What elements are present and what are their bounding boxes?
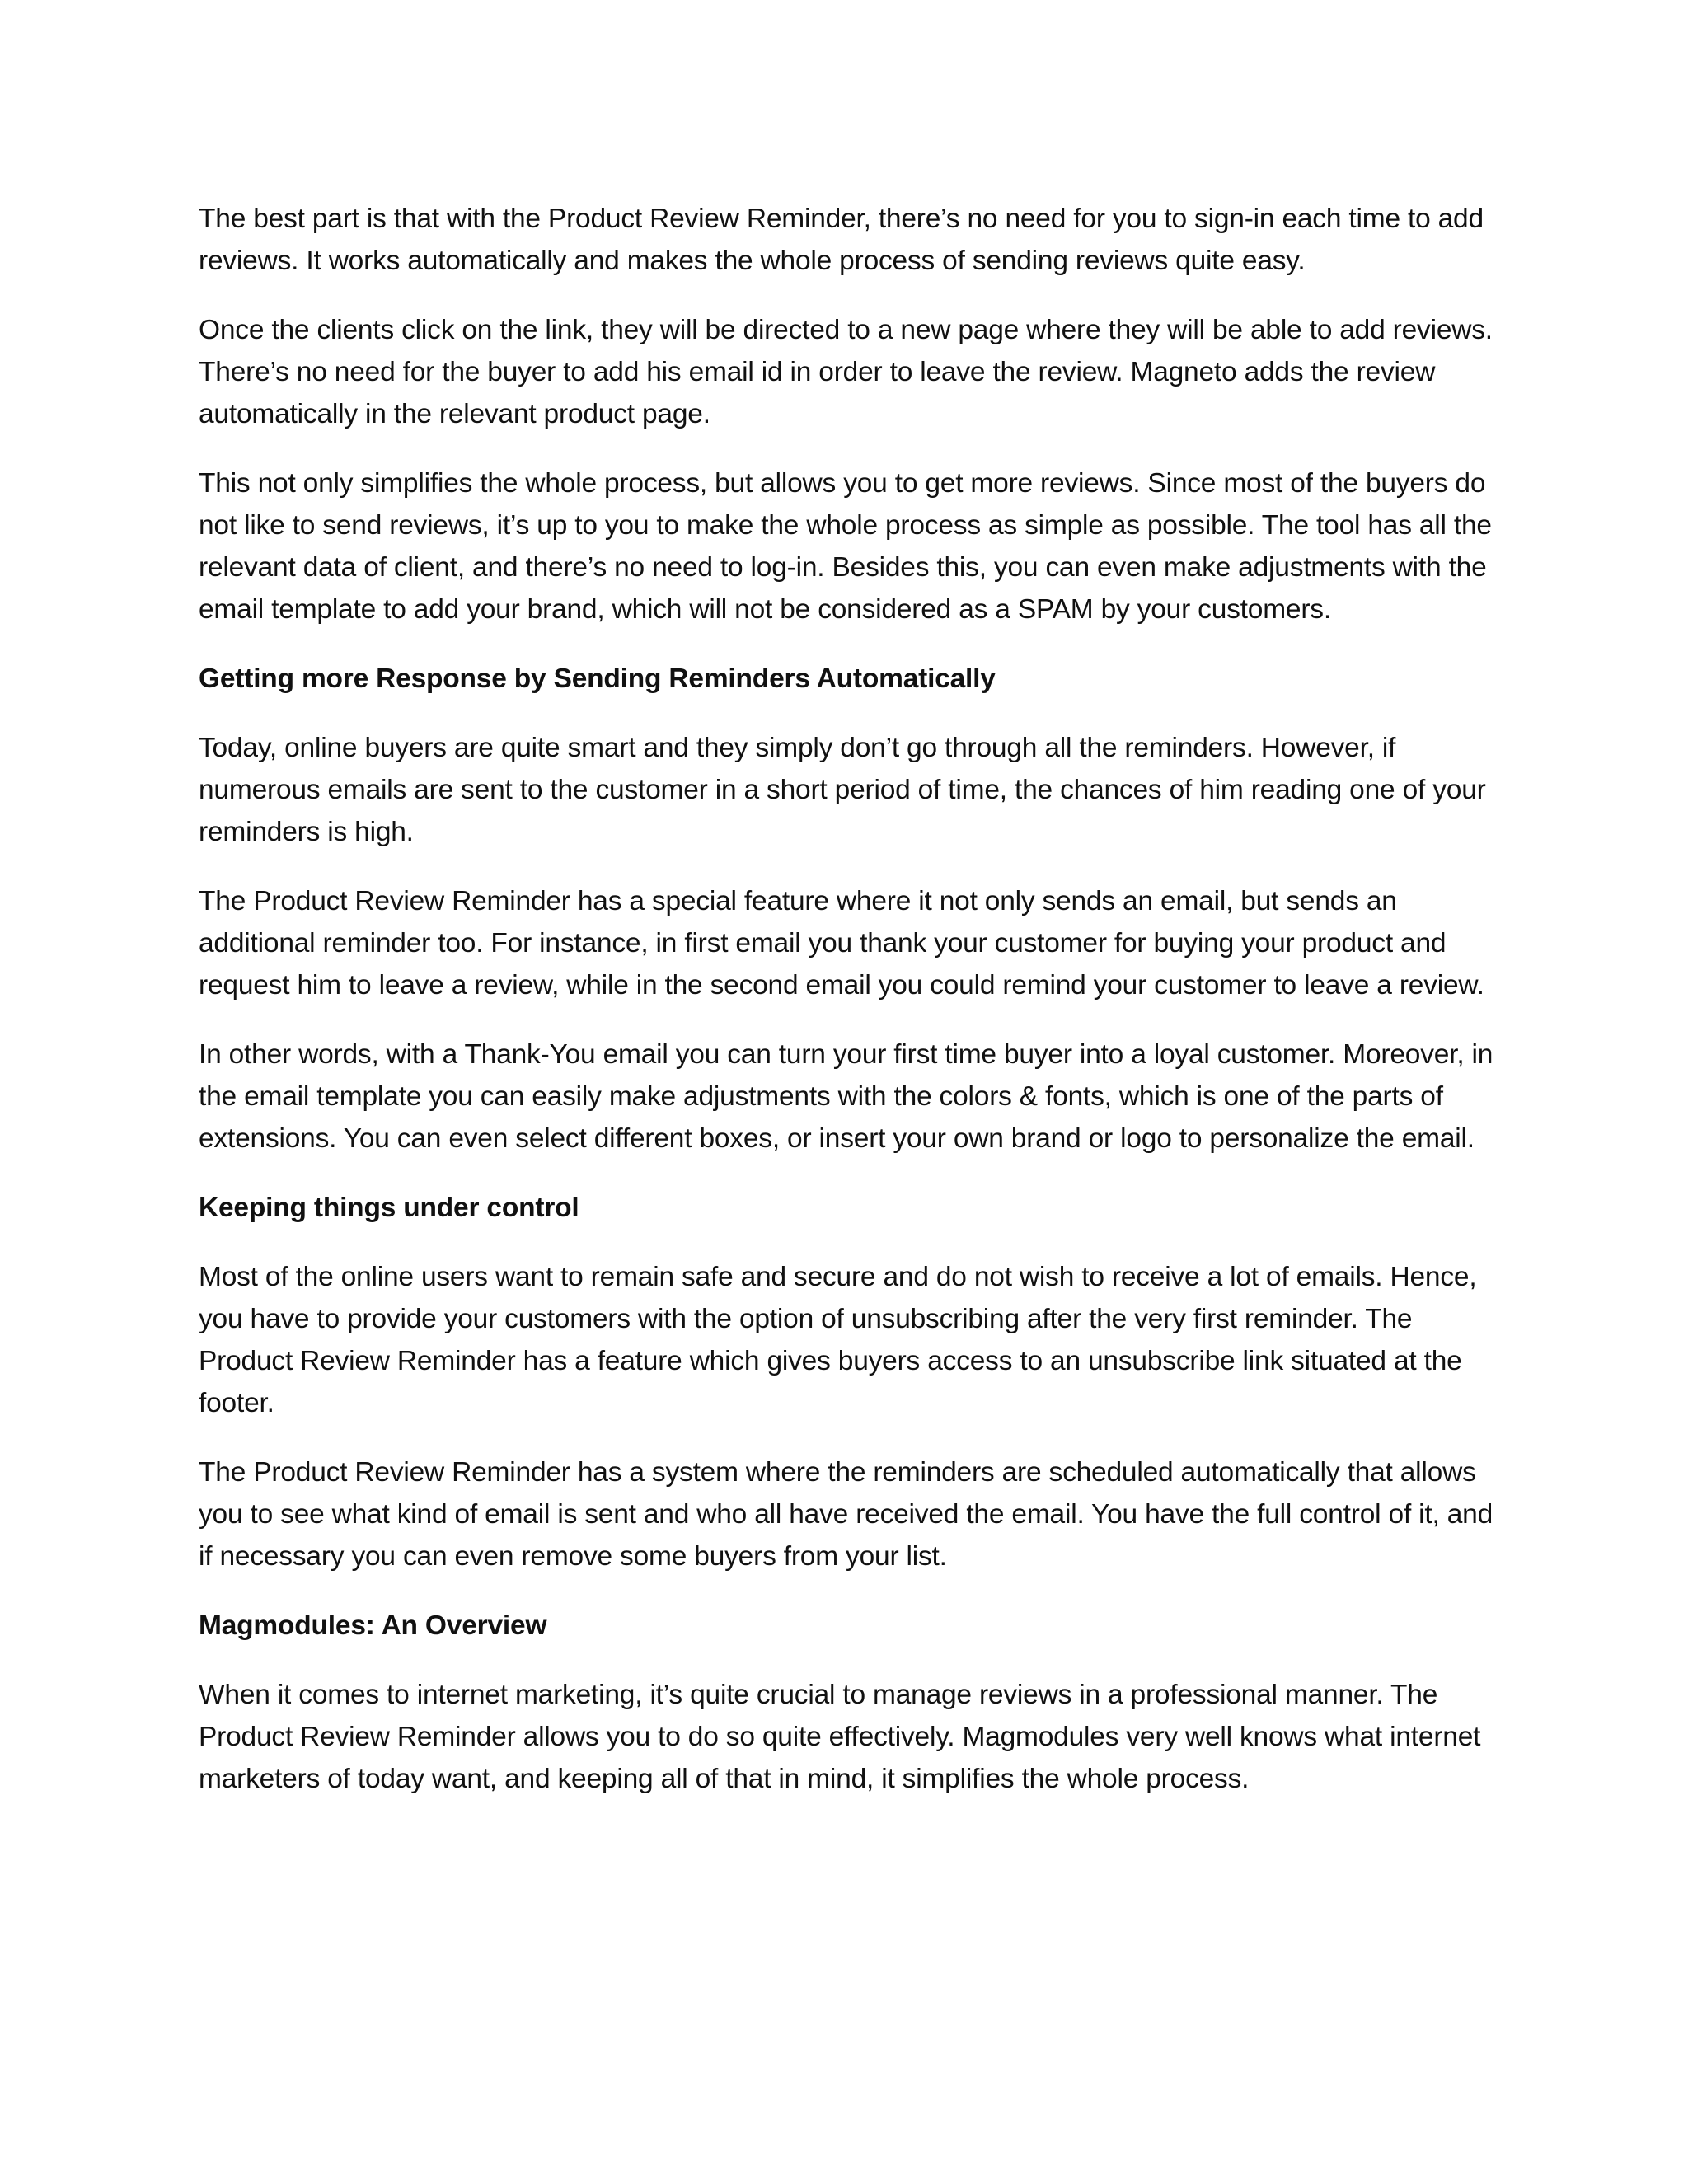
paragraph-internet-marketing: When it comes to internet marketing, it’s quite crucial to manage reviews in a professional manner. The Product Review Reminder allows you to do so quite effectively. Magmodules very well knows what internet marketers of today want, and keeping all of that in mind, it simplifies the whole process. xyxy=(199,1680,1481,1794)
heading-keeping-things-under-control: Keeping things under control xyxy=(199,1193,579,1223)
heading-magmodules-overview: Magmodules: An Overview xyxy=(199,1610,547,1641)
paragraph-scheduled-reminders: The Product Review Reminder has a system where the reminders are scheduled automatically that allows you to see what kind of email is sent and who all have received the email. You have the full control of it, and if necessary you can even remove some buyers from your list. xyxy=(199,1457,1493,1572)
heading-getting-more-response: Getting more Response by Sending Reminders Automatically xyxy=(199,663,996,694)
paragraph-simplifies-process: This not only simplifies the whole process, but allows you to get more reviews. Since most of the buyers do not like to send reviews, it’s up to you to make the whole process as simple as possible. The tool has all the relevant data of client, and there’s no need to log-in. Besides this, you can even make adjustments with the email template to add your brand, which will not be considered as a SPAM by your customers. xyxy=(199,468,1492,625)
paragraph-thank-you-email: In other words, with a Thank-You email you can turn your first time buyer into a loyal customer. Moreover, in the email template you can easily make adjustments with the colors & fonts, which is one of the parts of extensions. You can even select different boxes, or insert your own brand or logo to personalize the email. xyxy=(199,1039,1493,1154)
document-body xyxy=(199,198,1501,1827)
paragraph-special-feature: The Product Review Reminder has a special feature where it not only sends an email, but sends an additional reminder too. For instance, in first email you thank your customer for buying your product and request him to leave a review, while in the second email you could remind your customer to leave a review. xyxy=(199,886,1484,1001)
paragraph-client-link: Once the clients click on the link, they will be directed to a new page where they will be able to add reviews. There’s no need for the buyer to add his email id in order to leave the review. Magneto adds the review automatically in the relevant product page. xyxy=(199,315,1493,429)
paragraph-unsubscribe: Most of the online users want to remain safe and secure and do not wish to receive a lot of emails. Hence, you have to provide your customers with the option of unsubscribing after the very first reminder. The Product Review Reminder has a feature which gives buyers access to an unsubscribe link situated at the footer. xyxy=(199,1262,1477,1418)
paragraph-product-review-reminder-intro: The best part is that with the Product Review Reminder, there’s no need for you to sign-in each time to add reviews. It works automatically and makes the whole process of sending reviews quite easy. xyxy=(199,204,1484,276)
paragraph-online-buyers: Today, online buyers are quite smart and they simply don’t go through all the reminders. However, if numerous emails are sent to the customer in a short period of time, the chances of him reading one of your reminders is high. xyxy=(199,733,1486,847)
